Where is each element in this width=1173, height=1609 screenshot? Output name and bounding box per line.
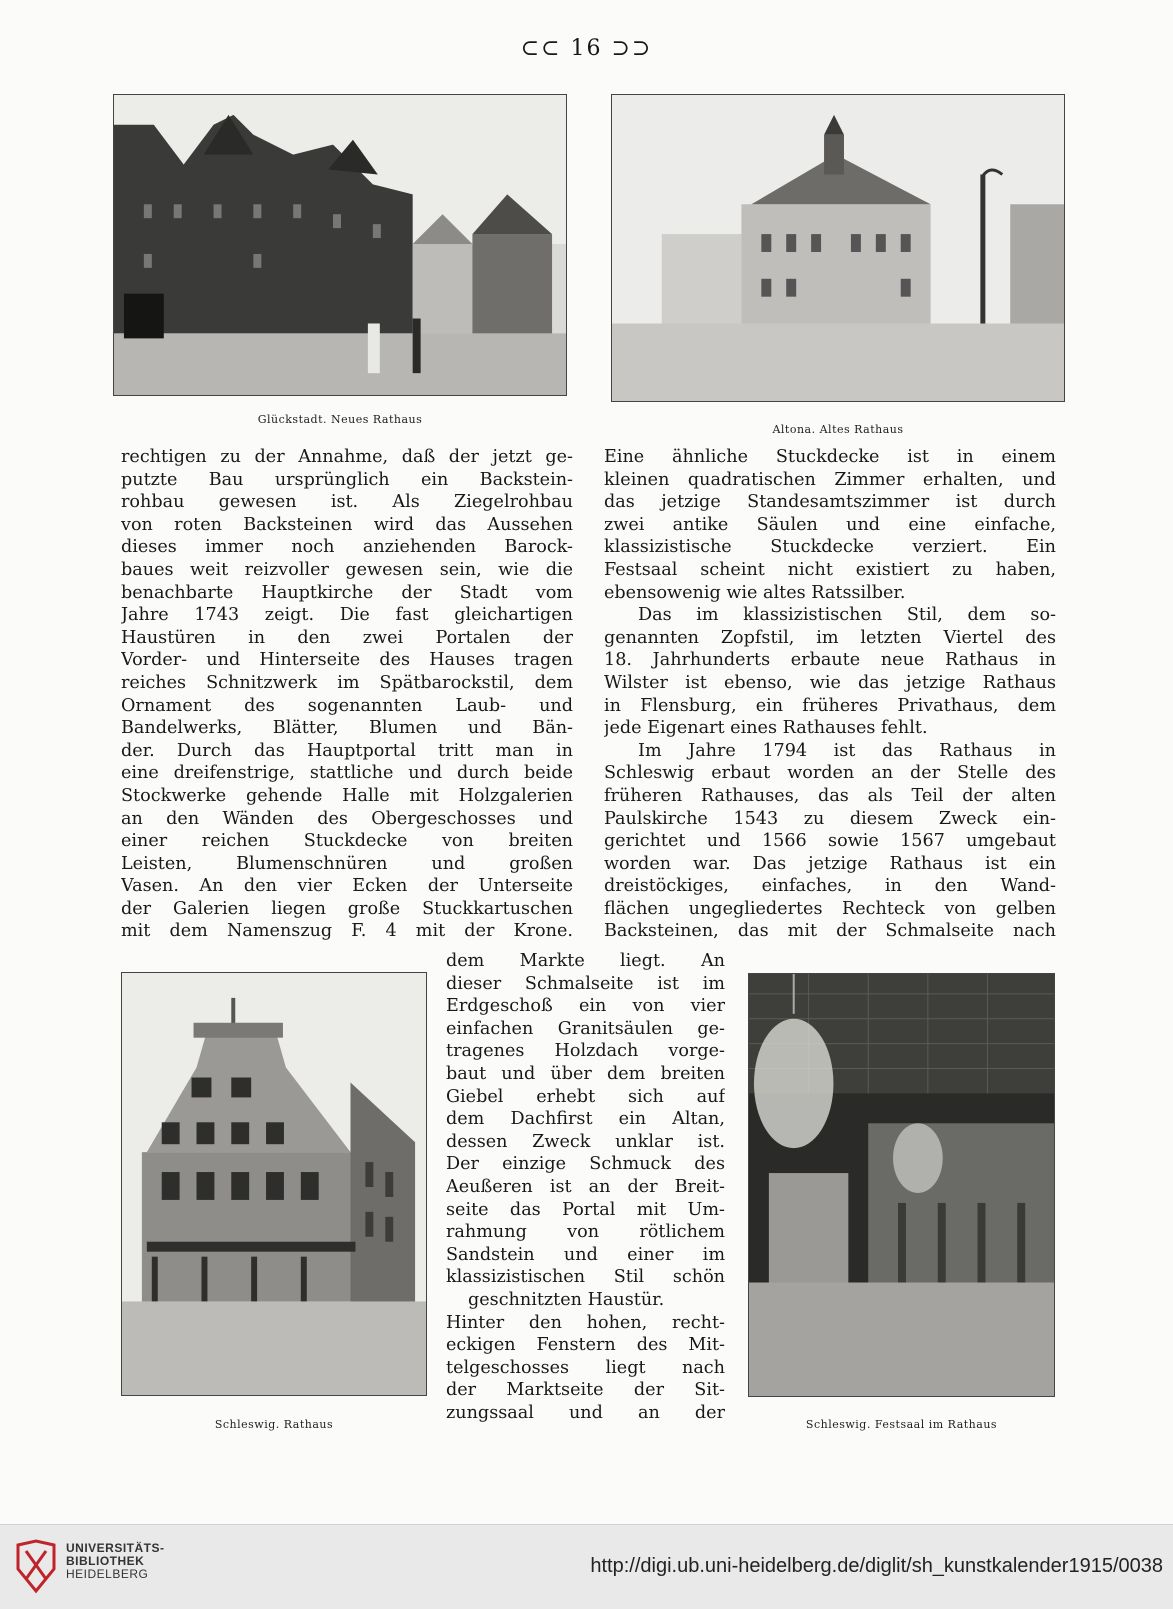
- text-line: einfachen Granitsäulen ge-: [446, 1018, 725, 1039]
- text-line: Sandstein und einer im: [446, 1244, 725, 1265]
- text-line: rohbau gewesen ist. Als Ziegelrohbau: [121, 492, 573, 513]
- text-line: tragenes Holzdach vorge-: [446, 1041, 725, 1062]
- ornament-right: ⊃⊃: [602, 36, 653, 61]
- text-line: dieses immer noch anziehenden Barock-: [121, 537, 573, 558]
- text-column-left: [121, 446, 573, 943]
- text-line: Haustüren in den zwei Portalen der: [121, 627, 573, 648]
- text-line: Stockwerke gehende Halle mit Holzgalerien: [121, 785, 573, 806]
- text-line: dessen Zweck unklar ist.: [446, 1131, 725, 1152]
- text-line: reiches Schnitzwerk im Spätbarockstil, dem: [121, 672, 573, 693]
- text-line: eine dreifenstrige, stattliche und durch beide: [121, 763, 573, 784]
- text-line: seite das Portal mit Um-: [446, 1199, 725, 1220]
- photo-schleswig-festsaal: [748, 973, 1055, 1397]
- text-line: rechtigen zu der Annahme, daß der jetzt ge-: [121, 447, 573, 467]
- text-line: kleinen quadratischen Zimmer erhalten, und: [604, 469, 1056, 490]
- text-line: Das im klassizistischen Stil, dem so-: [638, 605, 1056, 626]
- text-line: flächen ungegliedertes Rechteck von gelben: [604, 898, 1056, 919]
- text-line: Im Jahre 1794 ist das Rathaus in: [638, 740, 1056, 761]
- text-line: geschnitzten Haustür.: [468, 1289, 665, 1310]
- photo-altona-town-hall: [611, 94, 1065, 402]
- text-line: ebensowenig wie altes Ratssilber.: [604, 582, 906, 603]
- ub-heidelberg-logo: [14, 1539, 58, 1595]
- text-line: Schleswig erbaut worden an der Stelle des: [604, 763, 1056, 784]
- text-line: an den Wänden des Obergeschosses und: [121, 808, 573, 829]
- text-line: dieser Schmalseite ist im: [446, 973, 725, 994]
- text-line: mit dem Namenszug F. 4 mit der Krone.: [121, 921, 573, 942]
- text-line: jede Eigenart eines Rathauses fehlt.: [604, 718, 928, 739]
- text-line: worden war. Das jetzige Rathaus ist ein: [604, 853, 1056, 874]
- text-line: dreistöckiges, einfaches, in den Wand-: [604, 876, 1056, 897]
- text-column-middle: [446, 950, 725, 1424]
- text-line: Eine ähnliche Stuckdecke ist in einem: [604, 447, 1056, 467]
- text-line: 18. Jahrhunderts erbaute neue Rathaus in: [604, 650, 1056, 671]
- text-line: früheren Rathauses, das als Teil der alten: [604, 785, 1056, 806]
- source-url[interactable]: http://digi.ub.uni-heidelberg.de/diglit/sh_kunstkalender1915/0038: [590, 1555, 1163, 1577]
- text-line: Erdgeschoß ein von vier: [446, 996, 725, 1017]
- text-line: klassizistische Stuckdecke verziert. Ein: [604, 537, 1056, 558]
- text-line: Aeußeren ist an der Breit-: [446, 1176, 725, 1197]
- text-line: das jetzige Standesamtszimmer ist durch: [604, 492, 1056, 513]
- text-line: Leisten, Blumenschnüren und großen: [121, 853, 573, 874]
- text-line: benachbarte Hauptkirche der Stadt vom: [121, 582, 573, 603]
- text-column-right: [604, 446, 1056, 943]
- text-line: baues weit reizvoller gewesen sein, wie die: [121, 559, 573, 580]
- text-line: Hinter den hohen, recht-: [446, 1312, 725, 1333]
- text-line: Festsaal scheint nicht existiert zu haben,: [604, 559, 1056, 580]
- text-line: Paulskirche 1543 zu diesem Zweck ein-: [604, 808, 1056, 829]
- text-line: zungssaal und an der: [446, 1402, 725, 1423]
- text-line: rahmung von rötlichem: [446, 1222, 725, 1243]
- text-line: Vorder- und Hinterseite des Hauses tragen: [121, 650, 573, 671]
- text-line: Giebel erhebt sich auf: [446, 1086, 725, 1107]
- caption-schleswig-rathaus: Schleswig. Rathaus: [214, 1418, 334, 1431]
- text-line: telgeschosses liegt nach: [446, 1357, 725, 1378]
- page-number: ⊂⊂ 16 ⊃⊃: [520, 36, 653, 61]
- text-line: Der einzige Schmuck des: [446, 1154, 725, 1175]
- caption-schleswig-festsaal: Schleswig. Festsaal im Rathaus: [805, 1418, 998, 1431]
- text-line: zwei antike Säulen und eine einfache,: [604, 514, 1056, 535]
- text-line: putzte Bau ursprünglich ein Backstein-: [121, 469, 573, 490]
- text-line: baut und über dem breiten: [446, 1063, 725, 1084]
- text-line: dem Markte liegt. An: [446, 951, 725, 971]
- text-line: gerichtet und 1566 sowie 1567 umgebaut: [604, 831, 1056, 852]
- text-line: genannten Zopfstil, im letzten Viertel des: [604, 627, 1056, 648]
- text-line: der Marktseite der Sit-: [446, 1380, 725, 1401]
- text-line: einer reichen Stuckdecke von breiten: [121, 831, 573, 852]
- caption-altona: Altona. Altes Rathaus: [772, 423, 904, 436]
- library-name: UNIVERSITÄTS- BIBLIOTHEK HEIDELBERG: [66, 1541, 165, 1581]
- text-line: eckigen Fenstern des Mit-: [446, 1335, 725, 1356]
- text-line: Bandelwerks, Blätter, Blumen und Bän-: [121, 718, 573, 739]
- photo-schleswig-town-hall: [121, 972, 427, 1396]
- text-line: der Galerien liegen große Stuckkartuschen: [121, 898, 573, 919]
- text-line: klassizistischen Stil schön: [446, 1267, 725, 1288]
- text-line: in Flensburg, ein früheres Privathaus, dem: [604, 695, 1056, 716]
- text-line: Vasen. An den vier Ecken der Unterseite: [121, 876, 573, 897]
- text-line: der. Durch das Hauptportal tritt man in: [121, 740, 573, 761]
- text-line: Jahre 1743 zeigt. Die fast gleichartigen: [121, 605, 573, 626]
- caption-glueckstadt: Glückstadt. Neues Rathaus: [257, 413, 423, 426]
- text-line: Backsteinen, das mit der Schmalseite nach: [604, 921, 1056, 942]
- text-line: Wilster ist ebenso, wie das jetzige Rathaus: [604, 672, 1056, 693]
- text-line: Ornament des sogenannten Laub- und: [121, 695, 573, 716]
- photo-glueckstadt-town-hall: [113, 94, 567, 396]
- ornament-left: ⊂⊂: [520, 36, 571, 61]
- library-footer: [0, 1524, 1173, 1609]
- text-line: von roten Backsteinen wird das Aussehen: [121, 514, 573, 535]
- text-line: dem Dachfirst ein Altan,: [446, 1109, 725, 1130]
